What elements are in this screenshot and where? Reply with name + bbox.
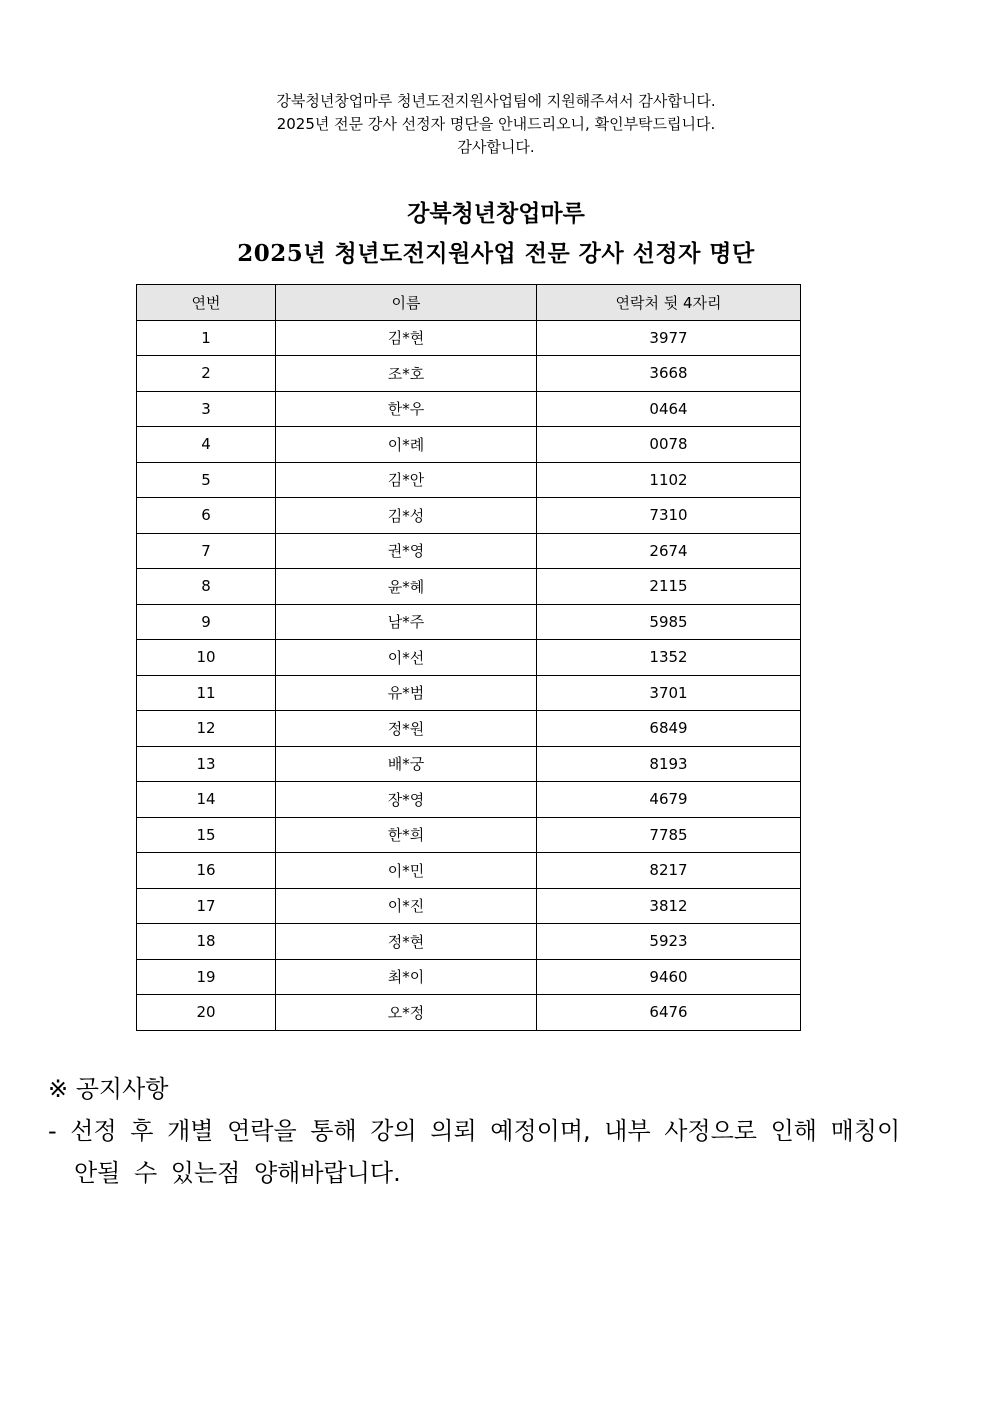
table-row <box>137 995 801 1031</box>
cell-name: 김*안 <box>276 462 537 498</box>
cell-name: 조*호 <box>276 356 537 392</box>
cell-contact: 5985 <box>537 604 801 640</box>
table-row <box>137 391 801 427</box>
table-row <box>137 498 801 534</box>
table-row <box>137 320 801 356</box>
cell-contact: 3701 <box>537 675 801 711</box>
table-row <box>137 675 801 711</box>
cell-number: 16 <box>137 853 276 889</box>
table-row <box>137 711 801 747</box>
cell-contact: 2674 <box>537 533 801 569</box>
cell-number: 9 <box>137 604 276 640</box>
header-number: 연번 <box>137 285 276 321</box>
cell-name: 정*현 <box>276 924 537 960</box>
cell-name: 장*영 <box>276 782 537 818</box>
cell-contact: 7785 <box>537 817 801 853</box>
cell-contact: 3812 <box>537 888 801 924</box>
table-row <box>137 853 801 889</box>
cell-contact: 1352 <box>537 640 801 676</box>
cell-name: 김*현 <box>276 320 537 356</box>
cell-number: 18 <box>137 924 276 960</box>
table-row <box>137 533 801 569</box>
cell-name: 한*희 <box>276 817 537 853</box>
table-row <box>137 462 801 498</box>
cell-number: 8 <box>137 569 276 605</box>
cell-number: 5 <box>137 462 276 498</box>
notice-item: - 선정 후 개별 연락을 통해 강의 의뢰 예정이며, 내부 사정으로 인해 매칭이 안될 수 있는점 양해바랍니다. <box>48 1117 901 1187</box>
cell-name: 김*성 <box>276 498 537 534</box>
cell-contact: 8217 <box>537 853 801 889</box>
table-row <box>137 604 801 640</box>
cell-name: 이*진 <box>276 888 537 924</box>
table-row <box>137 782 801 818</box>
table-row <box>137 924 801 960</box>
table-row <box>137 959 801 995</box>
notice-heading: ※ 공지사항 <box>48 1075 169 1103</box>
cell-contact: 7310 <box>537 498 801 534</box>
intro-message <box>0 90 992 159</box>
cell-name: 권*영 <box>276 533 537 569</box>
selection-table <box>136 284 801 1031</box>
cell-contact: 5923 <box>537 924 801 960</box>
cell-contact: 3668 <box>537 356 801 392</box>
cell-number: 2 <box>137 356 276 392</box>
cell-number: 15 <box>137 817 276 853</box>
cell-number: 17 <box>137 888 276 924</box>
cell-number: 20 <box>137 995 276 1031</box>
title-line-2: 2025년 청년도전지원사업 전문 강사 선정자 명단 <box>237 240 755 267</box>
table-row <box>137 888 801 924</box>
cell-number: 3 <box>137 391 276 427</box>
cell-contact: 3977 <box>537 320 801 356</box>
cell-name: 배*궁 <box>276 746 537 782</box>
header-contact: 연락처 뒷 4자리 <box>537 285 801 321</box>
cell-number: 19 <box>137 959 276 995</box>
cell-name: 이*례 <box>276 427 537 463</box>
table-row <box>137 356 801 392</box>
intro-line-3: 감사합니다. <box>457 138 535 156</box>
cell-number: 1 <box>137 320 276 356</box>
cell-name: 정*원 <box>276 711 537 747</box>
cell-name: 이*선 <box>276 640 537 676</box>
cell-contact: 0078 <box>537 427 801 463</box>
cell-contact: 2115 <box>537 569 801 605</box>
cell-number: 6 <box>137 498 276 534</box>
table-row <box>137 427 801 463</box>
table-row <box>137 569 801 605</box>
table-row <box>137 817 801 853</box>
cell-name: 한*우 <box>276 391 537 427</box>
document-title <box>0 194 992 274</box>
cell-contact: 6476 <box>537 995 801 1031</box>
table-body <box>137 320 801 1030</box>
cell-contact: 4679 <box>537 782 801 818</box>
cell-number: 4 <box>137 427 276 463</box>
cell-number: 13 <box>137 746 276 782</box>
cell-contact: 1102 <box>537 462 801 498</box>
table-header-row <box>137 285 801 321</box>
cell-contact: 0464 <box>537 391 801 427</box>
intro-line-2: 2025년 전문 강사 선정자 명단을 안내드리오니, 확인부탁드립니다. <box>276 115 716 133</box>
cell-name: 남*주 <box>276 604 537 640</box>
intro-line-1: 강북청년창업마루 청년도전지원사업팀에 지원해주셔서 감사합니다. <box>276 92 716 110</box>
cell-number: 12 <box>137 711 276 747</box>
cell-contact: 8193 <box>537 746 801 782</box>
cell-contact: 6849 <box>537 711 801 747</box>
cell-name: 윤*혜 <box>276 569 537 605</box>
cell-name: 이*민 <box>276 853 537 889</box>
notice-section <box>48 1068 928 1194</box>
table-row <box>137 746 801 782</box>
cell-number: 7 <box>137 533 276 569</box>
cell-contact: 9460 <box>537 959 801 995</box>
cell-number: 10 <box>137 640 276 676</box>
title-line-1: 강북청년창업마루 <box>407 200 585 227</box>
table-row <box>137 640 801 676</box>
cell-number: 11 <box>137 675 276 711</box>
cell-number: 14 <box>137 782 276 818</box>
cell-name: 오*정 <box>276 995 537 1031</box>
header-name: 이름 <box>276 285 537 321</box>
cell-name: 유*범 <box>276 675 537 711</box>
cell-name: 최*이 <box>276 959 537 995</box>
